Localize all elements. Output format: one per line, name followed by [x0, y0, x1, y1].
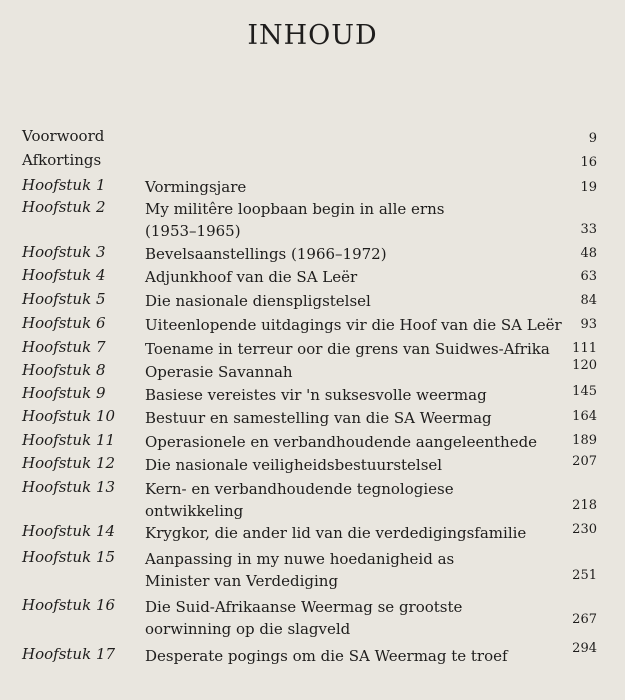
- chapter-label: Hoofstuk 15: [22, 548, 116, 566]
- chapter-title-line: oorwinning op die slagveld: [145, 620, 351, 638]
- chapter-label: Hoofstuk 17: [22, 645, 116, 663]
- toc-entry-front-1: [22, 127, 597, 149]
- chapter-title-line: Adjunkhoof van die SA Leër: [145, 268, 358, 286]
- entry-page: 267: [572, 612, 597, 627]
- chapter-label: Hoofstuk 14: [22, 522, 116, 540]
- entry-page: 84: [580, 293, 597, 308]
- entry-page: 9: [588, 131, 597, 146]
- entry-page: 251: [572, 568, 597, 583]
- chapter-label: Hoofstuk 13: [22, 478, 116, 496]
- chapter-title-line: (1953–1965): [145, 222, 241, 240]
- entry-page: 93: [580, 317, 597, 332]
- chapter-title-line: Bevelsaanstellings (1966–1972): [145, 245, 387, 263]
- chapter-label: Hoofstuk 6: [22, 314, 106, 332]
- chapter-title-line: Aanpassing in my nuwe hoedanigheid as: [145, 550, 455, 568]
- chapter-title-line: Operasionele en verbandhoudende aangeleenthede: [145, 433, 538, 451]
- chapter-title-line: Die nasionale dienspligstelsel: [145, 292, 371, 310]
- chapter-label: Hoofstuk 7: [22, 338, 106, 356]
- chapter-title-line: Bestuur en samestelling van die SA Weermag: [145, 409, 492, 427]
- chapter-title-line: Kern- en verbandhoudende tegnologiese: [145, 480, 454, 498]
- entry-page: 230: [572, 522, 597, 537]
- chapter-label: Hoofstuk 16: [22, 596, 116, 614]
- chapter-label: Hoofstuk 11: [22, 431, 116, 449]
- entry-page: 189: [572, 433, 597, 448]
- entry-title: Afkortings: [22, 151, 102, 169]
- entry-page: 16: [580, 155, 597, 170]
- entry-page: 120: [572, 358, 597, 373]
- chapter-label: Hoofstuk 1: [22, 176, 106, 194]
- chapter-title-line: Minister van Verdediging: [145, 572, 339, 590]
- chapter-title-line: ontwikkeling: [145, 502, 244, 520]
- chapter-label: Hoofstuk 3: [22, 243, 106, 261]
- chapter-title-line: Toename in terreur oor die grens van Suidwes-Afrika: [145, 340, 550, 358]
- entry-page: 33: [580, 222, 597, 237]
- chapter-label: Hoofstuk 2: [22, 198, 106, 216]
- entry-page: 294: [572, 641, 597, 656]
- chapter-title-line: Die nasionale veiligheidsbestuurstelsel: [145, 456, 443, 474]
- chapter-label: Hoofstuk 5: [22, 290, 106, 308]
- chapter-title-line: Operasie Savannah: [145, 363, 293, 381]
- page-title: INHOUD: [247, 20, 378, 51]
- chapter-label: Hoofstuk 4: [22, 266, 106, 284]
- entry-page: 48: [580, 246, 597, 261]
- entry-page: 207: [572, 454, 597, 469]
- chapter-title-line: Krygkor, die ander lid van die verdedigingsfamilie: [145, 524, 527, 542]
- entry-page: 19: [580, 180, 597, 195]
- entry-page: 111: [572, 341, 597, 356]
- chapter-title-line: My militêre loopbaan begin in alle erns: [145, 200, 445, 218]
- chapter-title-line: Die Suid-Afrikaanse Weermag se grootste: [145, 598, 463, 616]
- chapter-label: Hoofstuk 8: [22, 361, 106, 379]
- entry-page: 63: [580, 269, 597, 284]
- entry-page: 164: [572, 409, 597, 424]
- chapter-title-line: Vormingsjare: [145, 178, 247, 196]
- chapter-label: Hoofstuk 12: [22, 454, 116, 472]
- chapter-label: Hoofstuk 9: [22, 384, 106, 402]
- toc-entry-front-2: [22, 151, 597, 173]
- chapter-title-line: Basiese vereistes vir 'n suksesvolle weermag: [145, 386, 487, 404]
- entry-page: 218: [572, 498, 597, 513]
- chapter-label: Hoofstuk 10: [22, 407, 116, 425]
- chapter-title-line: Uiteenlopende uitdagings vir die Hoof van die SA Leër: [145, 316, 562, 334]
- entry-page: 145: [572, 384, 597, 399]
- chapter-title-line: Desperate pogings om die SA Weermag te troef: [145, 647, 508, 665]
- entry-title: Voorwoord: [22, 127, 105, 145]
